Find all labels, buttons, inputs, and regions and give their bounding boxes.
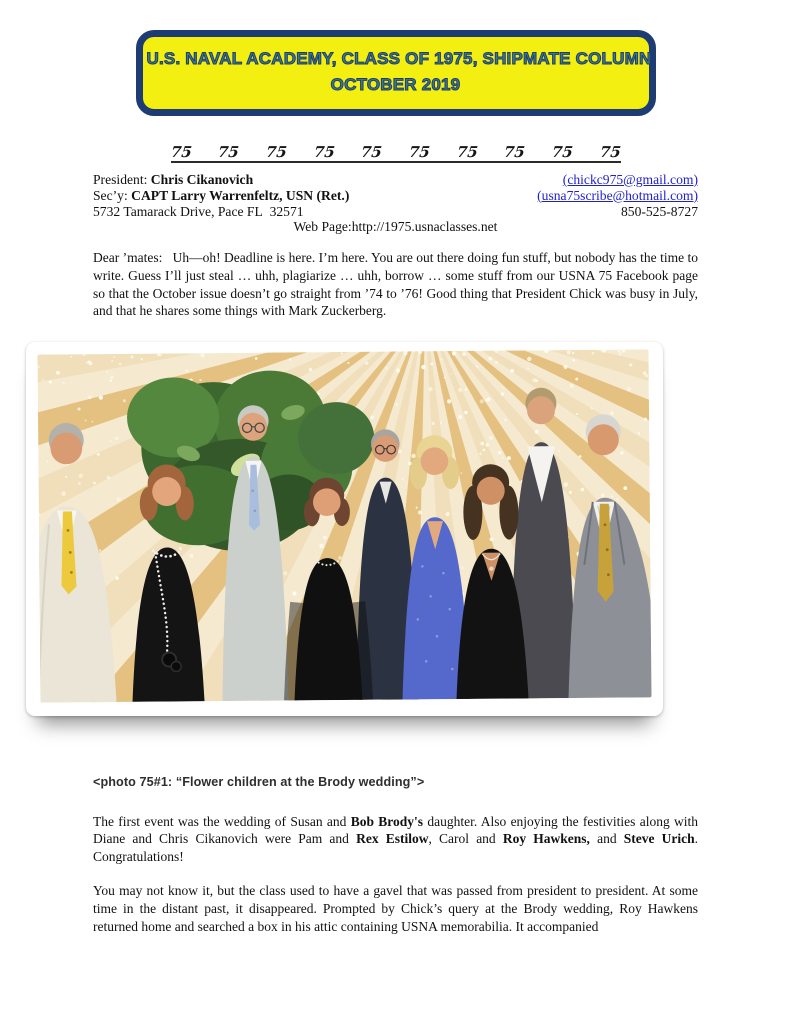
divider-75-mark: 75: [550, 142, 574, 161]
secretary-email-link[interactable]: (usna75scribe@hotmail.com): [537, 187, 698, 203]
phone-number: 850-525-8727: [620, 203, 698, 219]
divider-75-mark: 75: [598, 142, 622, 161]
web-page-label: Web Page:: [293, 219, 352, 235]
photo-caption: <photo 75#1: “Flower children at the Brody wedding”>: [93, 774, 425, 789]
secretary-name: CAPT Larry Warrenfeltz, USN (Ret.): [131, 187, 350, 203]
divider-75-mark: 75: [503, 142, 527, 161]
divider-75-mark: 75: [312, 142, 336, 161]
divider-75-mark: 75: [455, 142, 479, 161]
contact-block: [93, 172, 698, 236]
web-page-url[interactable]: http://1975.usnaclasses.net: [351, 219, 498, 235]
president-email-link[interactable]: (chickc975@gmail.com): [562, 171, 698, 187]
class-75-divider: [171, 143, 621, 163]
intro-paragraph: Dear ’mates: Uh—oh! Deadline is here. I’m here. You are out there doing fun stuff, but nobody has the time to write. Guess I’ll just steal … uhh, plagiarize … uhh, borrow … some stuff from our USNA 75 Facebook page so that the October issue doesn’t go straight from ’74 to ’76! Good thing that President Chick was busy in July, and that he shares some things with Mark Zuckerberg.: [93, 250, 698, 319]
gavel-paragraph: You may not know it, but the class used to have a gavel that was passed from president to president. At some time in the distant past, it disappeared. Prompted by Chick’s query at the Brody wedding, Roy Hawkens returned home and searched a box in his attic containing USNA memorabilia. It accompanied: [93, 883, 698, 934]
divider-75-mark: 75: [169, 142, 193, 161]
banner-title-line1: U.S. NAVAL ACADEMY, CLASS OF 1975, SHIPMATE COLUMN: [146, 49, 652, 68]
contact-row-secretary: [93, 188, 698, 204]
divider-75-mark: 75: [264, 142, 288, 161]
contact-row-president: [93, 172, 698, 188]
masthead-banner: [136, 30, 656, 116]
divider-75-mark: 75: [360, 142, 384, 161]
wedding-photo: [37, 349, 651, 702]
divider-75-mark: 75: [217, 142, 240, 161]
address-text: 5732 Tamarack Drive, Pace FL 32571: [93, 203, 304, 219]
wedding-photo-card: [26, 342, 663, 716]
president-label: President:: [93, 171, 151, 187]
president-name: Chris Cikanovich: [150, 171, 254, 187]
secretary-label: Sec’y:: [93, 187, 132, 203]
divider-75-mark: 75: [407, 142, 431, 161]
wedding-paragraph: The first event was the wedding of Susan and Bob Brody's daughter. Also enjoying the festivities along with Diane and Chris Cikanovich were Pam and Rex Estilow, Carol and Roy Hawkens, and Steve Urich. Congratulations!: [93, 813, 699, 864]
contact-row-address: [93, 204, 698, 220]
banner-title-line2: OCTOBER 2019: [330, 75, 461, 95]
contact-row-web: [93, 219, 698, 235]
